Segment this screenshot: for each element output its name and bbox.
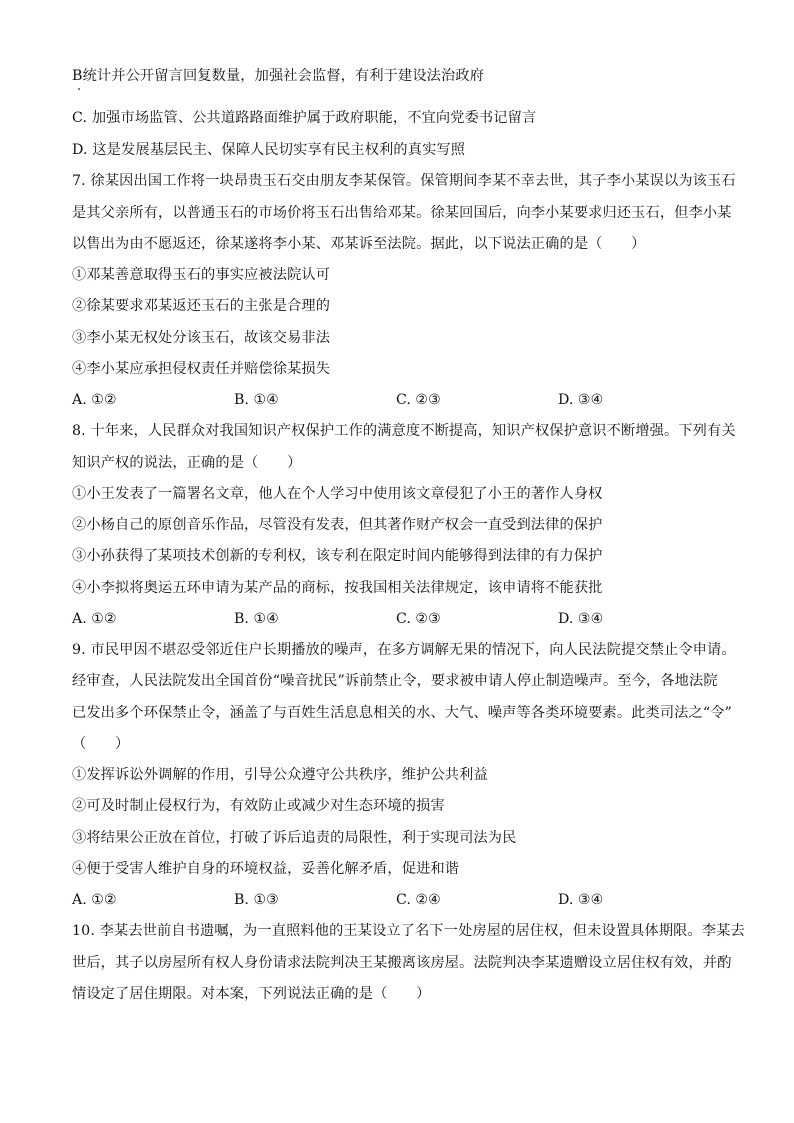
q8-option-d[interactable]: D. ③④ <box>558 611 604 627</box>
q6-option-b: B统计并公开留言回复数量，加强社会监督，有利于建设法治政府 <box>72 68 485 84</box>
q7-option-d[interactable]: D. ③④ <box>558 392 604 408</box>
q9-statement: ④便于受害人维护自身的环境权益，妥善化解矛盾，促进和谐 <box>72 861 460 877</box>
q7-option-b[interactable]: B. ①④ <box>234 392 279 408</box>
q9-option-d[interactable]: D. ③④ <box>558 892 604 908</box>
q9-stem-line: （ ） <box>72 736 130 752</box>
q8-option-a[interactable]: A. ①② <box>72 611 117 627</box>
q9-stem-line: 9. 市民甲因不堪忍受邻近住户长期播放的噪声，在多方调解无果的情况下，向人民法院提交禁止令申请。 <box>72 642 736 658</box>
q10-stem-line: 10. 李某去世前自书遗嘱，为一直照料他的王某设立了名下一处房屋的居住权，但未设置具体期限。李某去 <box>72 923 745 939</box>
q8-statement: ②小杨自己的原创音乐作品，尽管没有发表，但其著作财产权会一直受到法律的保护 <box>72 517 603 533</box>
stray-dot <box>78 88 80 90</box>
q9-stem-line: 经审查，人民法院发出全国首份“噪音扰民”诉前禁止令，要求被申请人停止制造噪声。至今，各地法院 <box>72 673 718 689</box>
q7-stem-line: 7. 徐某因出国工作将一块昂贵玉石交由朋友李某保管。保管期间李某不幸去世，其子李小某误以为该玉石 <box>72 173 736 189</box>
q7-statement: ③李小某无权处分该玉石，故该交易非法 <box>72 330 331 346</box>
q7-option-c[interactable]: C. ②③ <box>396 392 441 408</box>
q9-stem-line: 已发出多个环保禁止令，涵盖了与百姓生活息息相关的水、大气、噪声等各类环境要素。此类司法之“令” <box>72 705 732 721</box>
q9-statement: ③将结果公正放在首位，打破了诉后追责的局限性，利于实现司法为民 <box>72 830 517 846</box>
q9-statement: ②可及时制止侵权行为，有效防止或减少对生态环境的损害 <box>72 798 445 814</box>
q8-statement: ①小王发表了一篇署名文章，他人在个人学习中使用该文章侵犯了小王的著作人身权 <box>72 486 603 502</box>
q8-statement: ③小孙获得了某项技术创新的专利权，该专利在限定时间内能够得到法律的有力保护 <box>72 548 603 564</box>
q7-statement: ②徐某要求邓某返还玉石的主张是合理的 <box>72 298 331 314</box>
q8-option-b[interactable]: B. ①④ <box>234 611 279 627</box>
q10-stem-line: 世后，其子以房屋所有权人身份请求法院判决王某搬离该房屋。法院判决李某遗赠设立居住权有效，并酌 <box>72 955 732 971</box>
q7-option-a[interactable]: A. ①② <box>72 392 117 408</box>
q9-option-a[interactable]: A. ①② <box>72 892 117 908</box>
q6-option-d: D. 这是发展基层民主、保障人民切实享有民主权利的真实写照 <box>72 142 466 158</box>
q6-option-c: C. 加强市场监管、公共道路路面维护属于政府职能，不宜向党委书记留言 <box>72 110 537 126</box>
q9-statement: ①发挥诉讼外调解的作用，引导公众遵守公共秩序，维护公共利益 <box>72 767 488 783</box>
q7-stem-line: 是其父亲所有，以普通玉石的市场价将玉石出售给邓某。徐某回国后，向李小某要求归还玉石，但李小某 <box>72 205 732 221</box>
q10-stem-line: 情设定了居住期限。对本案，下列说法正确的是（ ） <box>72 986 431 1002</box>
q7-statement: ④李小某应承担侵权责任并赔偿徐某损失 <box>72 361 331 377</box>
q9-option-c[interactable]: C. ②④ <box>396 892 441 908</box>
q9-option-b[interactable]: B. ①③ <box>234 892 279 908</box>
q8-statement: ④小李拟将奥运五环申请为某产品的商标，按我国相关法律规定，该申请将不能获批 <box>72 580 603 596</box>
q7-stem-line: 以售出为由不愿返还，徐某遂将李小某、邓某诉至法院。据此，以下说法正确的是（ ） <box>72 236 646 252</box>
q8-stem-line: 知识产权的说法，正确的是（ ） <box>72 455 302 471</box>
q8-option-c[interactable]: C. ②③ <box>396 611 441 627</box>
q8-stem-line: 8. 十年来，人民群众对我国知识产权保护工作的满意度不断提高，知识产权保护意识不断增强。下列有关 <box>72 423 736 439</box>
q7-statement: ①邓某善意取得玉石的事实应被法院认可 <box>72 267 331 283</box>
